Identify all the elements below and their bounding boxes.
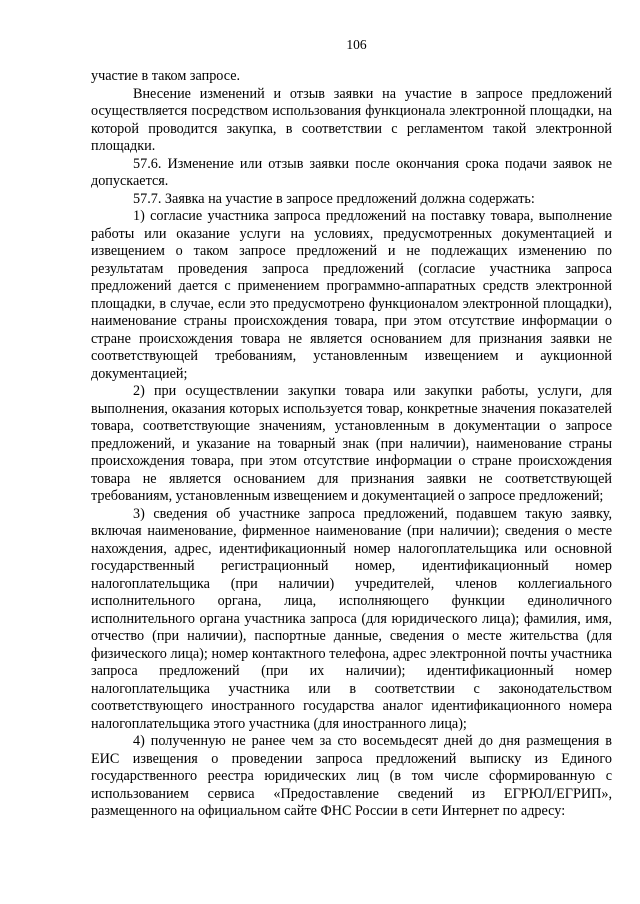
paragraph-57-7: 57.7. Заявка на участие в запросе предложений должна содержать: bbox=[133, 190, 535, 207]
document-body bbox=[91, 68, 612, 821]
paragraph-continuation: участие в таком запросе. bbox=[91, 68, 241, 84]
list-item-2: 2) при осуществлении закупки товара или закупки работы, услуги, для выполнения, оказания которых используется товар, конкретные значения показателей товара, соответствующие значениям, установленным в документации о запросе предложений, и указание на товарный знак (при наличии), наименование страны происхождения товара, при этом отсутствие информации о стране происхождения товара не является основанием для признания заявки не соответствующей требованиям, установленным извещением и документацией о запросе предложений; bbox=[91, 383, 612, 504]
paragraph-amendment-withdrawal: Внесение изменений и отзыв заявки на участие в запросе предложений осуществляется посредством использования функционала электронной площадки, на которой проводится закупка, в соответствии с регламентом такой электронной площадки. bbox=[91, 85, 612, 154]
page-number: 106 bbox=[346, 37, 367, 52]
list-item-1: 1) согласие участника запроса предложений на поставку товара, выполнение работы или оказание услуги на условиях, предусмотренных документацией и извещением о таком запросе предложений и не подлежащих изменению по результатам проведения запроса предложений (согласие участника запроса предложений дается с применением программно-аппаратных средств электронной площадки, в случае, если это предусмотрено функционалом электронной площадки), наименование страны происхождения товара, при этом отсутствие информации о стране происхождения товара не является основанием для признания заявки не соответствующей требованиям, установленным извещением и аукционной документацией; bbox=[91, 208, 612, 382]
list-item-3: 3) сведения об участнике запроса предложений, подавшем такую заявку, включая наименование, фирменное наименование (при наличии); сведения о месте нахождения, адрес, идентификационный номер налогоплательщика или основной государственный регистрационный номер, идентификационный номер налогоплательщика (при наличии) учредителей, членов коллегиального исполнительного органа, лица, исполняющего функции единоличного исполнительного органа участника запроса (для юридического лица); фамилия, имя, отчество (при наличии), паспортные данные, сведения о месте жительства (для физического лица); номер контактного телефона, адрес электронной почты участника запроса предложений (при их наличии); идентификационный номер налогоплательщика участника или в соответствии с законодательством соответствующего иностранного государства аналог идентификационного номера налогоплательщика этого участника (для иностранного лица); bbox=[91, 505, 612, 732]
paragraph-57-6: 57.6. Изменение или отзыв заявки после окончания срока подачи заявок не допускается. bbox=[91, 155, 612, 189]
list-item-4: 4) полученную не ранее чем за сто восемьдесят дней до дня размещения в ЕИС извещения о проведении запроса предложений выписку из Единого государственного реестра юридических лиц (в том числе сформированную с использованием сервиса «Предоставление сведений из ЕГРЮЛ/ЕГРИП», размещенного на официальном сайте ФНС России в сети Интернет по адресу: bbox=[91, 733, 612, 819]
